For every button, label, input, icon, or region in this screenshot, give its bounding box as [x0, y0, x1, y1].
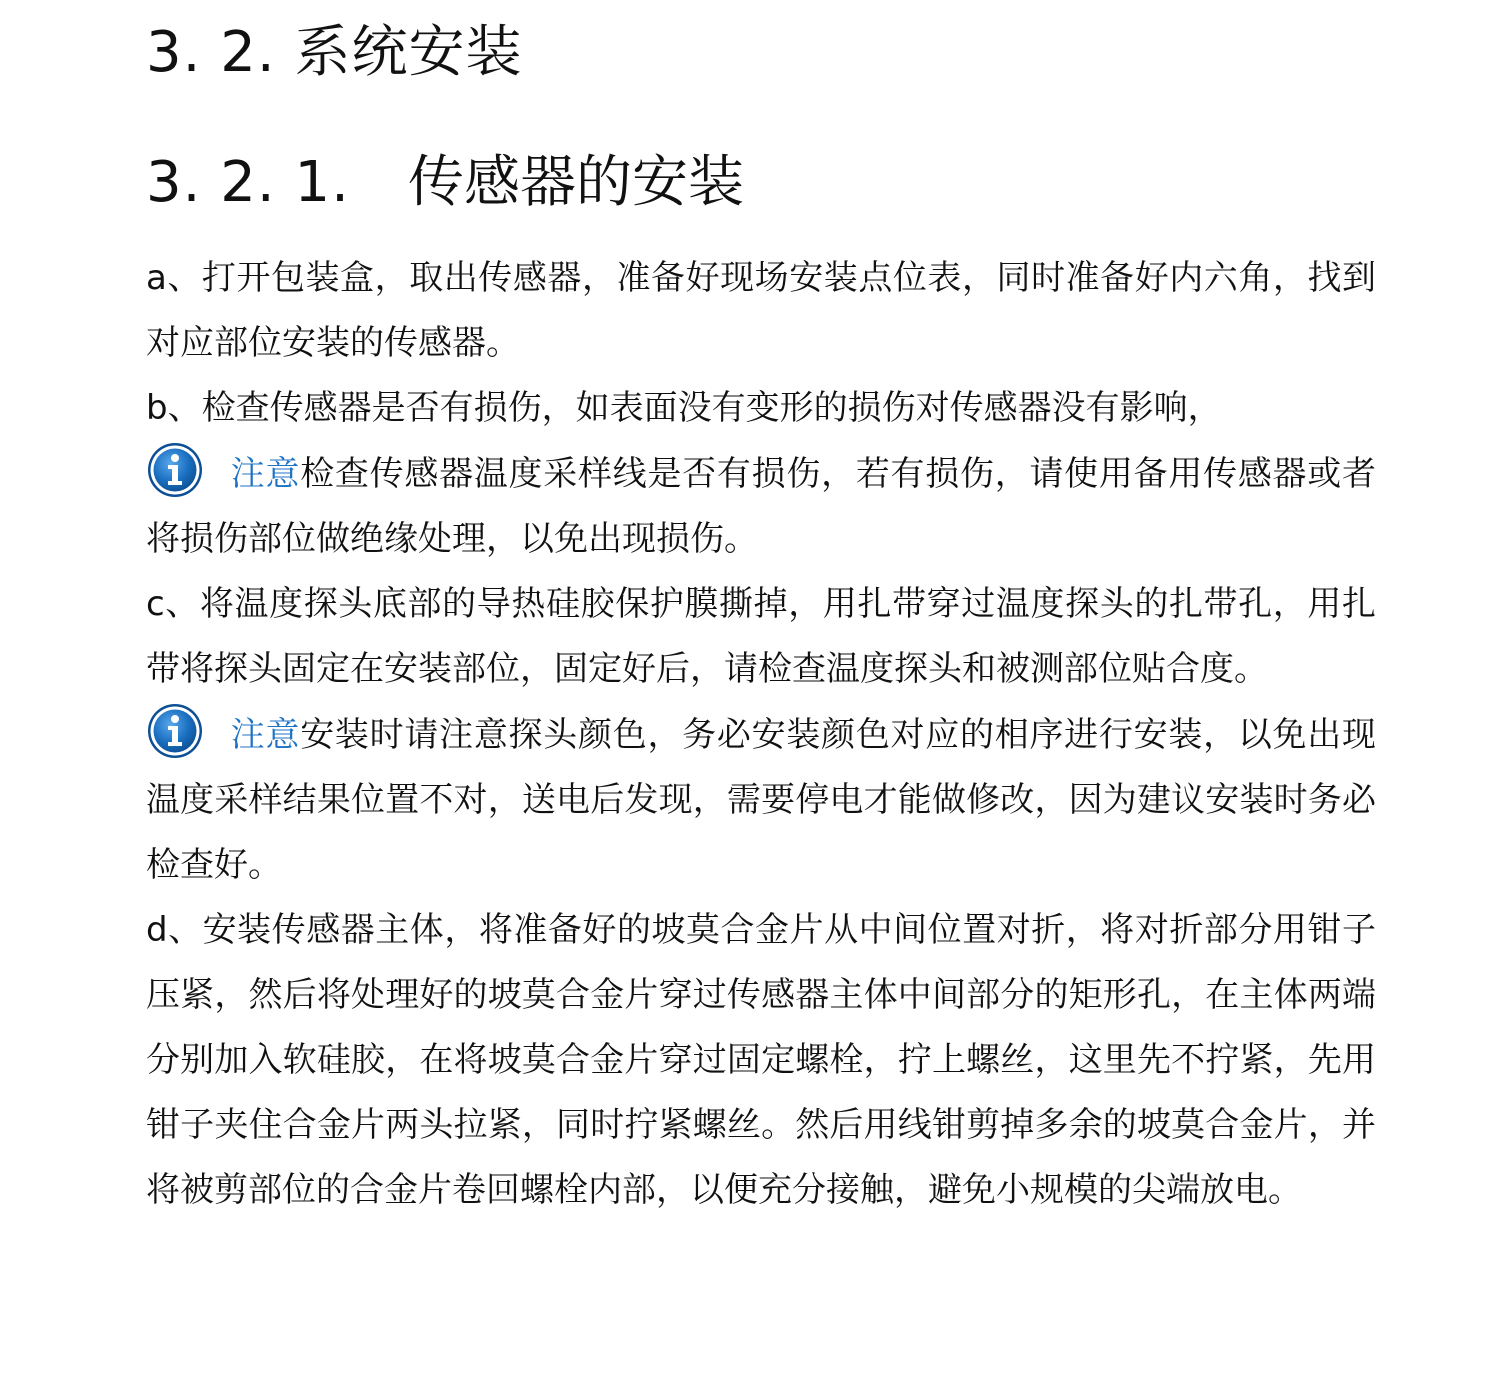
section-heading: 3. 2. 系统安装 [146, 20, 523, 85]
subsection-number: 3. 2. 1. [146, 150, 350, 215]
note-text: 检查传感器温度采样线是否有损伤，若有损伤，请使用备用传感器或者将损伤部位做绝缘处理，以免出现损伤。 [146, 454, 1377, 559]
paragraph-c: c、将温度探头底部的导热硅胶保护膜撕掉，用扎带穿过温度探头的扎带孔，用扎带将探头固定在安装部位，固定好后，请检查温度探头和被测部位贴合度。 [146, 584, 1376, 689]
paragraph-d: d、安装传感器主体，将准备好的坡莫合金片从中间位置对折，将对折部分用钳子压紧，然后将处理好的坡莫合金片穿过传感器主体中间部分的矩形孔，在主体两端分别加入软硅胶，在将坡莫合金片穿过固定螺栓，拧上螺丝，这里先不拧紧，先用钳子夹住合金片两头拉紧，同时拧紧螺丝。然后用线钳剪掉多余的坡莫合金片，并将被剪部位的合金片卷回螺栓内部，以便充分接触，避免小规模的尖端放电。 [146, 910, 1376, 1210]
note-text: 安装时请注意探头颜色，务必安装颜色对应的相序进行安装，以免出现温度采样结果位置不对，送电后发现，需要停电才能做修改，因为建议安装时务必检查好。 [146, 715, 1377, 885]
body-text [146, 246, 1376, 1223]
note-2 [146, 702, 1376, 898]
subsection-title: 传感器的安装 [408, 150, 744, 215]
subsection-heading [146, 148, 744, 218]
note-label: 注意 [230, 715, 301, 755]
note-label: 注意 [230, 454, 301, 494]
paragraph-b: b、检查传感器是否有损伤，如表面没有变形的损伤对传感器没有影响， [146, 388, 1222, 428]
info-icon [146, 441, 204, 499]
paragraph-a: a、打开包装盒，取出传感器，准备好现场安装点位表，同时准备好内六角，找到对应部位安装的传感器。 [146, 258, 1376, 363]
info-icon [146, 702, 204, 760]
note-1 [146, 441, 1376, 572]
